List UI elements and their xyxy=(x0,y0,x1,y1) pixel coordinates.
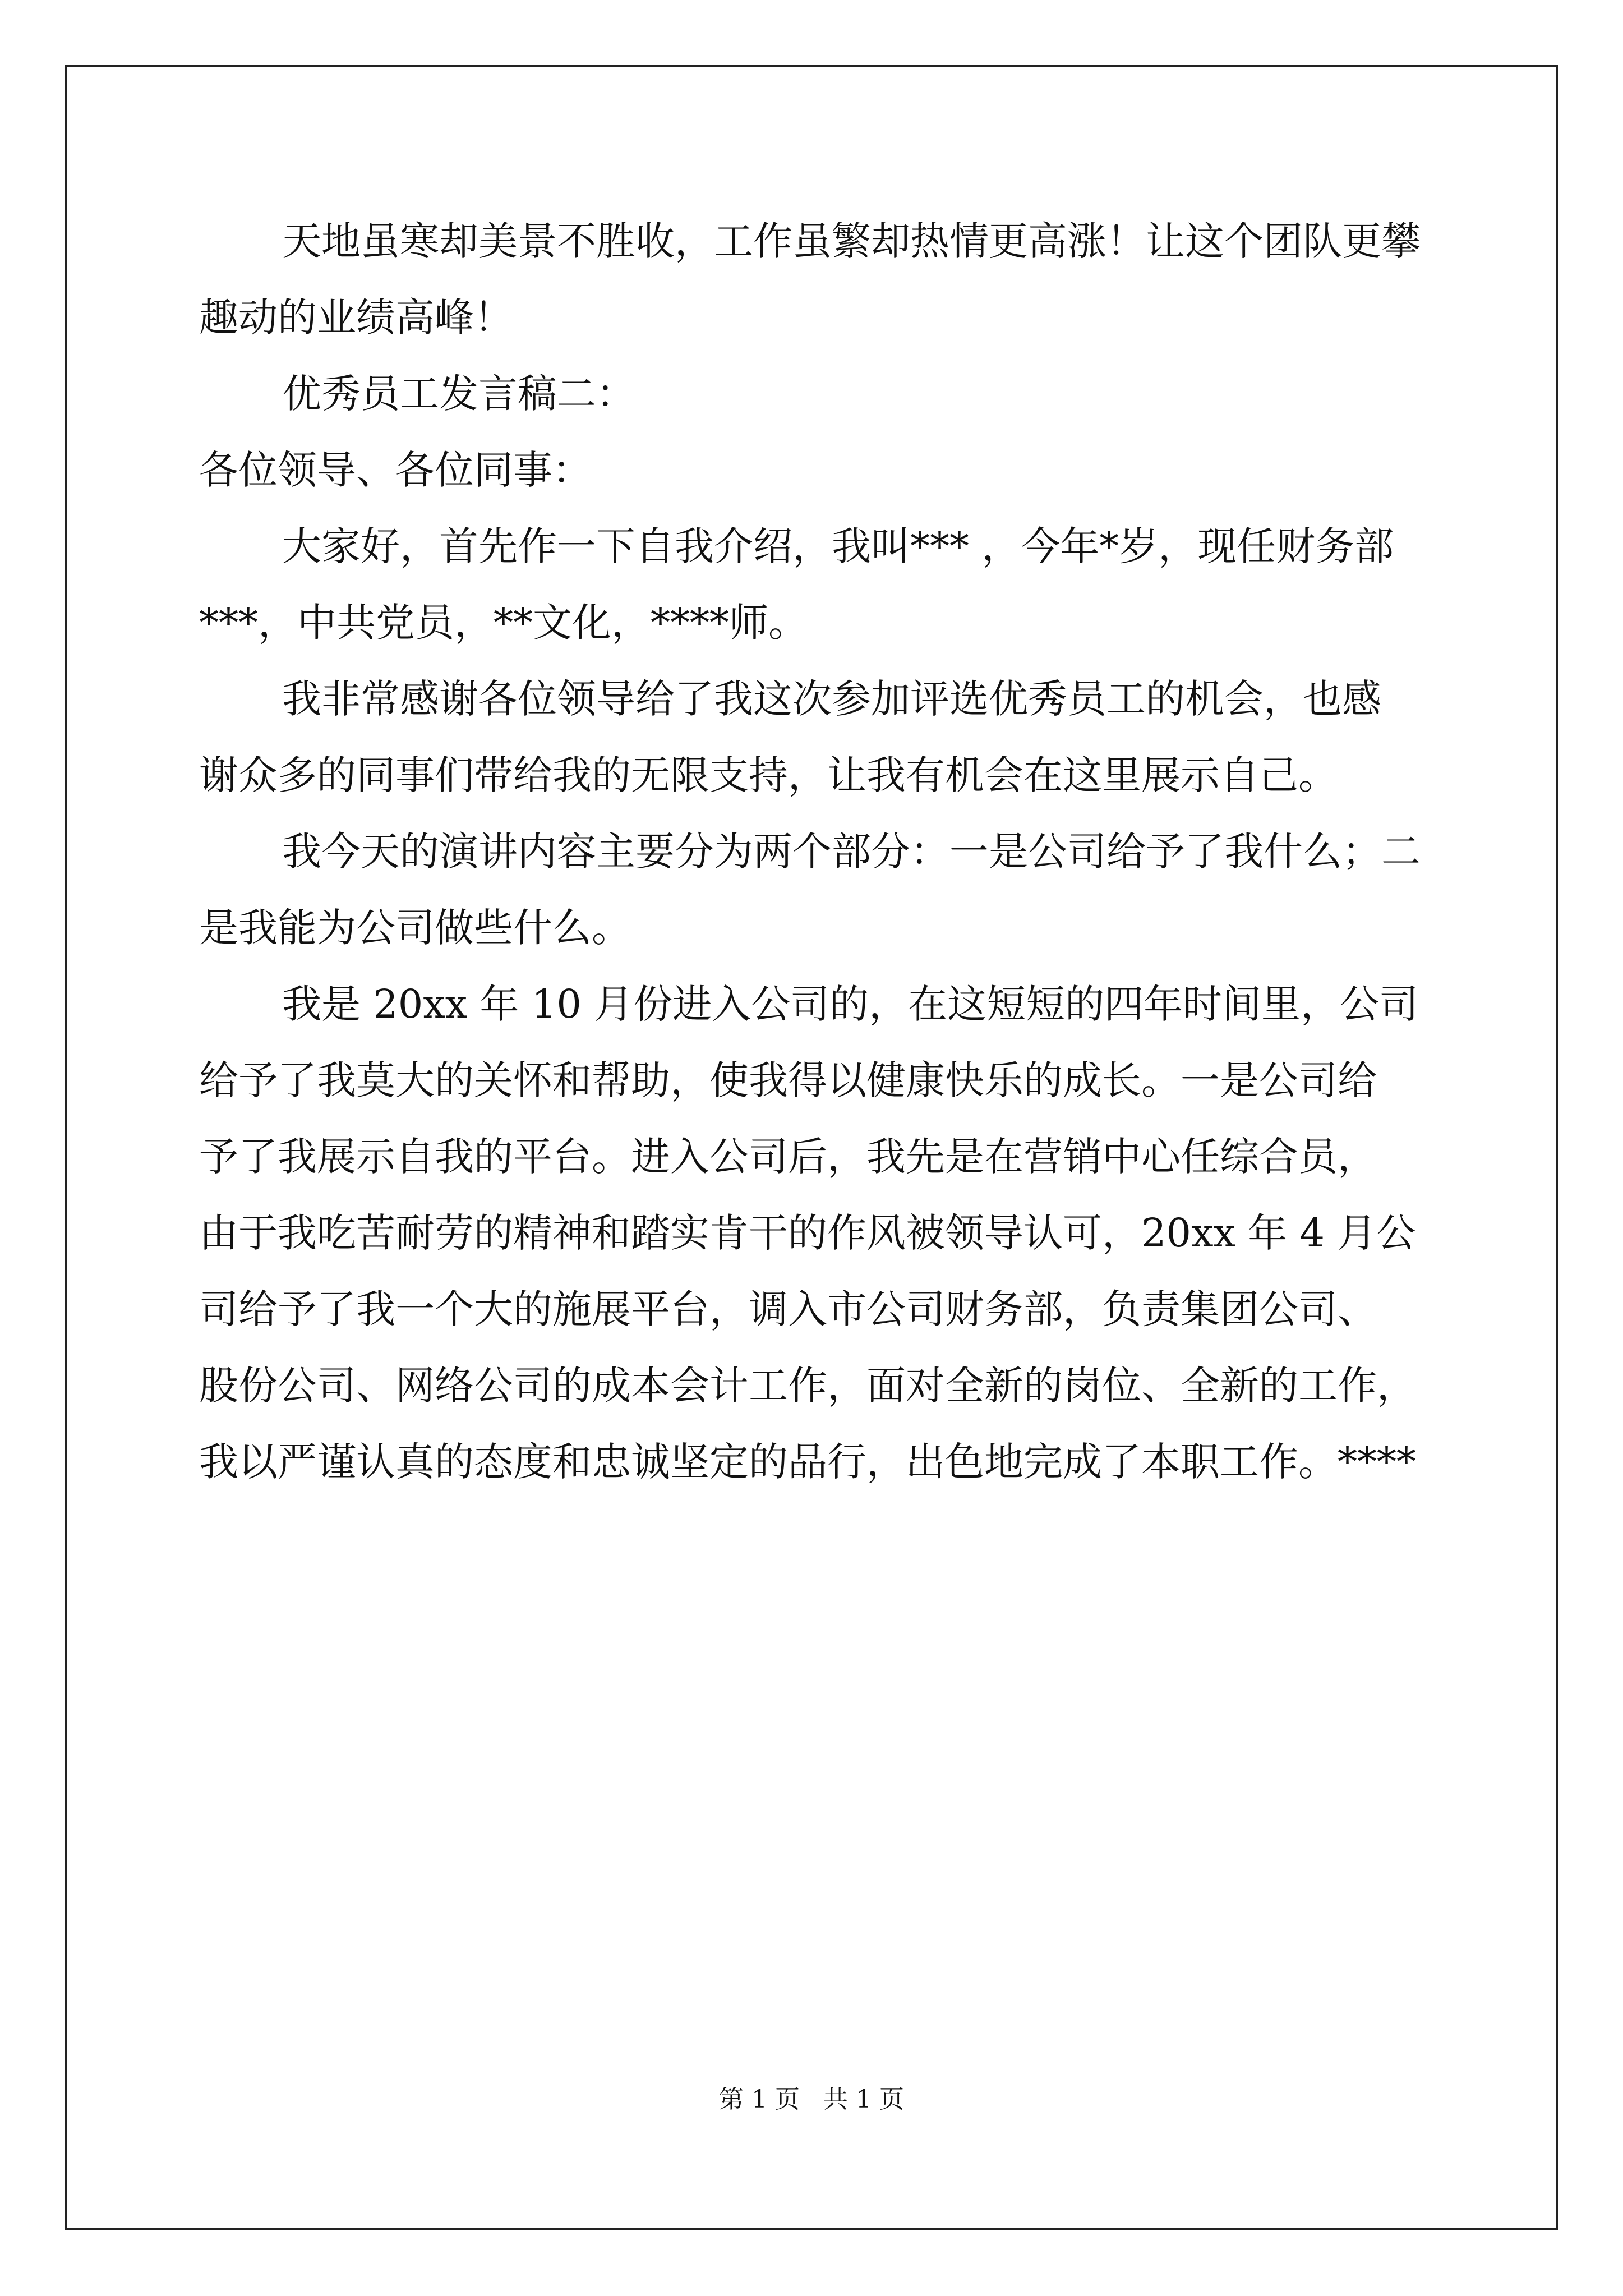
paragraph-line: 给予了我莫大的关怀和帮助，使我得以健康快乐的成长。一是公司给 xyxy=(199,1057,1377,1103)
paragraph-line: 是我能为公司做些什么。 xyxy=(199,905,631,951)
page-number-footer: 第 1 页 共 1 页 xyxy=(719,2085,904,2114)
paragraph-line: 我今天的演讲内容主要分为两个部分：一是公司给予了我什么；二 xyxy=(282,829,1421,875)
paragraph-line: 大家好，首先作一下自我介绍，我叫*** ，今年*岁，现任财务部 xyxy=(282,523,1394,569)
paragraph-line: 股份公司、网络公司的成本会计工作，面对全新的岗位、全新的工作， xyxy=(199,1363,1416,1409)
paragraph-line: ***，中共党员，**文化，****师。 xyxy=(199,600,808,646)
paragraph-line: 我是 20xx 年 10 月份进入公司的，在这短短的四年时间里，公司 xyxy=(282,981,1419,1027)
paragraph-line: 天地虽寒却美景不胜收，工作虽繁却热情更高涨！让这个团队更攀 xyxy=(282,218,1421,264)
section-heading: 优秀员工发言稿二： xyxy=(282,371,635,417)
paragraph-line: 由于我吃苦耐劳的精神和踏实肯干的作风被领导认可，20xx 年 4 月公 xyxy=(199,1210,1416,1256)
paragraph-line: 谢众多的同事们带给我的无限支持，让我有机会在这里展示自己。 xyxy=(199,752,1338,798)
salutation: 各位领导、各位同事： xyxy=(199,447,592,493)
paragraph-line: 我非常感谢各位领导给了我这次参加评选优秀员工的机会，也感 xyxy=(282,676,1381,722)
paragraph-line: 我以严谨认真的态度和忠诚坚定的品行，出色地完成了本职工作。**** xyxy=(199,1439,1416,1485)
paragraph-line: 司给予了我一个大的施展平台，调入市公司财务部，负责集团公司、 xyxy=(199,1286,1377,1332)
paragraph-line: 予了我展示自我的平台。进入公司后，我先是在营销中心任综合员， xyxy=(199,1134,1377,1180)
paragraph-line: 趣动的业绩高峰！ xyxy=(199,295,513,341)
